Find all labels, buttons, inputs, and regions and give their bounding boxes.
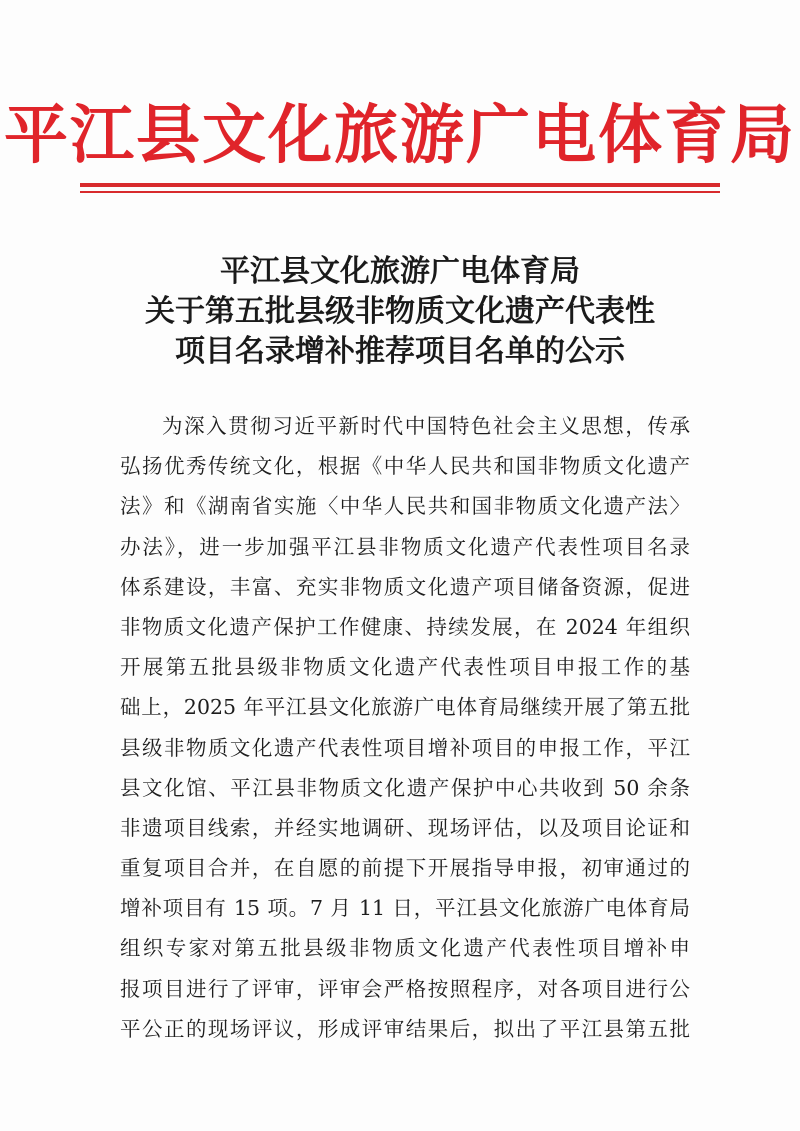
body-line: 县文化馆、平江县非物质文化遗产保护中心共收到 50 余条 — [120, 775, 690, 800]
letterhead-title: 平江县文化旅游广电体育局 — [4, 98, 796, 173]
body-line: 为深入贯彻习近平新时代中国特色社会主义思想，传承 — [162, 414, 690, 438]
body-line: 弘扬优秀传统文化，根据《中华人民共和国非物质文化遗产 — [120, 454, 690, 479]
body-line: 非物质文化遗产保护工作健康、持续发展，在 2024 年组织 — [120, 614, 690, 639]
body-paragraph — [120, 406, 690, 1049]
body-line: 法》和《湖南省实施〈中华人民共和国非物质文化遗产法〉 — [120, 494, 690, 519]
body-line: 增补项目有 15 项。7 月 11 日，平江县文化旅游广电体育局 — [120, 896, 690, 921]
title-line: 关于第五批县级非物质文化遗产代表性 — [145, 294, 655, 329]
body-line: 重复项目合并，在自愿的前提下开展指导申报，初审通过的 — [120, 856, 690, 881]
title-line: 项目名录增补推荐项目名单的公示 — [175, 334, 625, 369]
document-title — [0, 252, 800, 372]
body-line: 县级非物质文化遗产代表性项目增补项目的申报工作，平江 — [120, 735, 690, 760]
title-line: 平江县文化旅游广电体育局 — [220, 254, 580, 289]
body-line: 办法》，进一步加强平江县非物质文化遗产代表性项目名录 — [120, 534, 690, 559]
body-line: 报项目进行了评审，评审会严格按照程序，对各项目进行公 — [120, 976, 690, 1001]
body-line: 开展第五批县级非物质文化遗产代表性项目申报工作的基 — [120, 655, 690, 680]
body-line: 平公正的现场评议，形成评审结果后，拟出了平江县第五批 — [120, 1016, 690, 1041]
letterhead-rule-thick — [80, 183, 720, 187]
body-line: 础上，2025 年平江县文化旅游广电体育局继续开展了第五批 — [120, 695, 690, 720]
body-line: 非遗项目线索，并经实地调研、现场评估，以及项目论证和 — [120, 815, 690, 840]
body-line: 组织专家对第五批县级非物质文化遗产代表性项目增补申 — [120, 936, 690, 961]
letterhead-rule-thin — [80, 191, 720, 193]
body-line: 体系建设，丰富、充实非物质文化遗产项目储备资源，促进 — [120, 574, 690, 599]
